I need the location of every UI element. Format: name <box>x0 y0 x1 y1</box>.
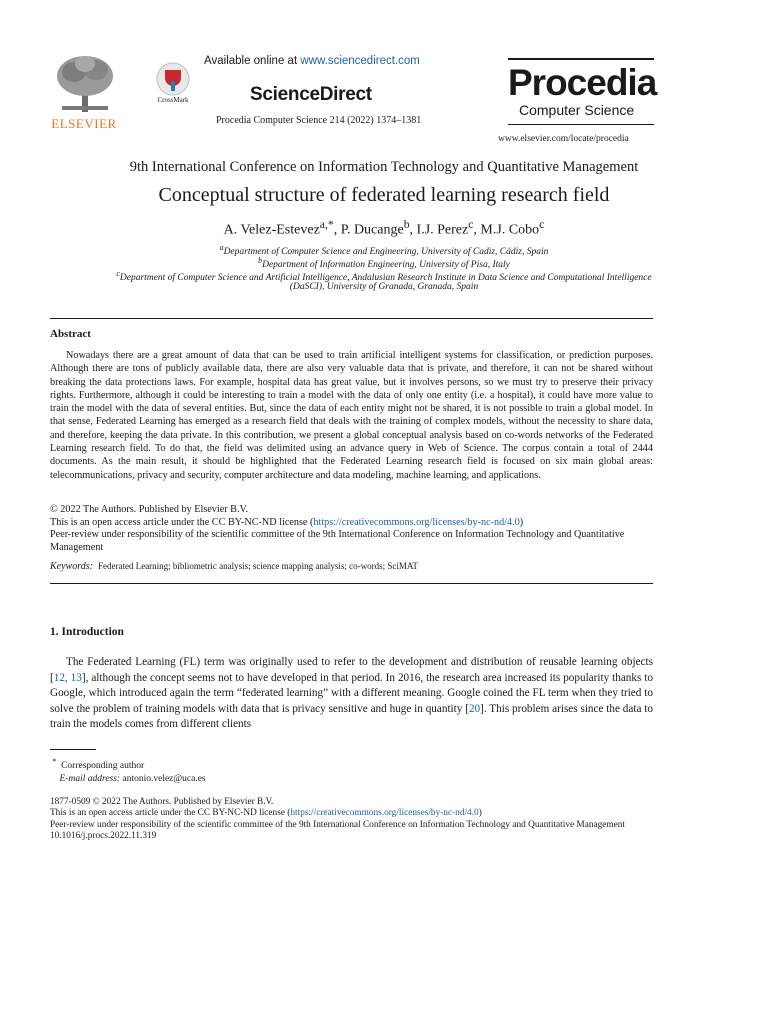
email-label: E-mail address: <box>59 774 121 785</box>
footnote <box>50 755 206 786</box>
footer-license-link[interactable]: https://creativecommons.org/licenses/by-nc-nd/4.0 <box>290 808 479 819</box>
affiliation-sup: a <box>219 243 224 252</box>
intro-text-part: The Federated Learning (FL) term was originally used to refer to the development and distribution of reusable learning objects [ <box>50 656 653 684</box>
journal-url-link[interactable]: www.elsevier.com/locate/procedia <box>498 134 629 144</box>
footer-license-prefix: This is an open access article under the CC BY-NC-ND license ( <box>50 808 291 819</box>
license-prefix: This is an open access article under the CC BY-NC-ND license ( <box>50 516 314 528</box>
affiliation-sup: b <box>258 256 263 265</box>
abstract-top-rule <box>50 318 653 319</box>
author-name: P. Ducange <box>340 222 404 238</box>
author-sep: , <box>473 222 481 238</box>
footnote-marker: * <box>52 757 57 766</box>
available-online <box>204 55 420 67</box>
copyright-block <box>50 504 653 554</box>
keywords-line <box>50 561 653 572</box>
intro-text-part: ], although the concept seems not to have developed in that period. In 2016, the research area increased its popularity thanks to Google, which introduced again the term “federated learning” with a different meaning. Google coined the FL term when they tried to solve the problem of training models with data that is privacy sensitive and huge in quantity [ <box>50 671 653 715</box>
affiliation-text: Department of Computer Science and Engineering, University of Cadiz, Cádiz, Spain <box>223 247 549 258</box>
author-sup: c <box>539 218 545 231</box>
crossmark-icon <box>156 62 190 96</box>
keywords-label: Keywords: <box>50 561 93 572</box>
conference-name: 9th International Conference on Information Technology and Quantitative Management <box>129 159 639 175</box>
footnote-label: Corresponding author <box>61 761 145 772</box>
author-sep: , <box>409 222 417 238</box>
affiliation-c-continued: (DaSCI), University of Granada, Granada, Spain <box>289 282 479 292</box>
footer-doi[interactable]: 10.1016/j.procs.2022.11.319 <box>50 830 157 841</box>
author-name: I.J. Perez <box>416 222 469 238</box>
footer-license-suffix: ) <box>478 808 482 819</box>
footnote-rule <box>50 749 96 750</box>
elsevier-tree-icon <box>54 54 116 114</box>
procedia-subtitle: Computer Science <box>519 102 635 118</box>
sciencedirect-wordmark: ScienceDirect <box>250 84 372 105</box>
elsevier-logo <box>48 54 120 132</box>
crossmark-label: CrossMark <box>157 96 189 104</box>
paper-title: Conceptual structure of federated learning research field <box>158 184 610 206</box>
author-sup: a,* <box>319 218 334 231</box>
citation-link[interactable]: 12, 13 <box>53 671 82 684</box>
author-name: M.J. Cobo <box>480 222 540 238</box>
citation-link[interactable]: 20 <box>468 702 481 715</box>
author-name: A. Velez-Estevez <box>223 222 320 238</box>
footnote-corresponding <box>50 755 206 773</box>
footer-peer-review: Peer-review under responsibility of the scientific committee of the 9th International Conference on Information Technology and Quantitative Management <box>50 819 625 830</box>
footer-license <box>50 808 653 819</box>
author-sep: , <box>333 222 341 238</box>
affiliation-sup: c <box>116 269 120 278</box>
sciencedirect-link[interactable]: www.sciencedirect.com <box>300 55 420 67</box>
publisher-name: ELSEVIER <box>51 116 117 131</box>
abstract-heading: Abstract <box>50 328 91 340</box>
crossmark-badge[interactable] <box>150 62 196 108</box>
keywords-values: Federated Learning; bibliometric analysis; science mapping analysis; co-words; SciMAT <box>97 561 418 571</box>
procedia-top-rule <box>508 58 654 60</box>
license-link[interactable]: https://creativecommons.org/licenses/by-nc-nd/4.0 <box>313 516 520 528</box>
procedia-wordmark: Procedia <box>508 62 657 103</box>
footer-issn: 1877-0509 © 2022 The Authors. Published by Elsevier B.V. <box>50 797 274 807</box>
license-line <box>50 517 653 530</box>
footnote-email <box>50 773 206 786</box>
page-footer <box>50 797 653 842</box>
intro-text-part: ]. This problem arises since the data to train the models comes from different clients <box>50 702 653 730</box>
section-heading: 1. Introduction <box>50 626 124 638</box>
author-sup: b <box>403 218 410 231</box>
copyright-line: © 2022 The Authors. Published by Elsevier B.V. <box>50 504 249 515</box>
license-suffix: ) <box>519 516 524 528</box>
email-address[interactable]: antonio.velez@uca.es <box>122 774 206 785</box>
journal-reference: Procedia Computer Science 214 (2022) 1374–1381 <box>216 115 422 126</box>
affiliation-text: Department of Computer Science and Artificial Intelligence, Andalusian Research Institute in Data Science and Computational Intelligence <box>119 273 652 284</box>
peer-review-line: Peer-review under responsibility of the scientific committee of the 9th International Conference on Information Technology and Quantitative Management <box>50 529 625 553</box>
affiliation-text: Department of Information Engineering, University of Pisa, Italy <box>262 260 510 271</box>
abstract-bottom-rule <box>50 583 653 584</box>
available-prefix: Available online at <box>204 55 301 67</box>
author-list <box>0 218 768 239</box>
procedia-bottom-rule <box>508 124 654 125</box>
abstract-text: Nowadays there are a great amount of data that can be used to train artificial intelligent systems for classification, or prediction purposes. Although there are tons of publicly available data, there are also very valuable data that is private, and therefore, it can not be shared without breaking the data protections laws. For example, hospital data has great value, but it involves persons, so we must try to preserve their privacy rights. Furthermore, although it could be interesting to train a model with the data of only one entity (i.e. a hospital), it could have more value to train the model with the data of several entities. But, since the data of each entity might not be shared, it is not possible to train a global model. In that sense, Federated Learning has emerged as a research field that deals with the training of complex models, without the necessity to share data, and therefore, keeping the data private. In this contribution, we present a global conceptual analysis based on co-words networks of the Federated Learning research field. To do that, the field was delimited using an advance query in Web of Science. The corpus contain a total of 2444 documents. As the main result, it should be highlighted that the Federated Learning research field is focused on six main global areas: telecommunications, privacy and security, computer architecture and data modeling, machine learning, and applications. <box>50 350 653 481</box>
introduction-text <box>50 655 653 733</box>
author-sup: c <box>468 218 474 231</box>
